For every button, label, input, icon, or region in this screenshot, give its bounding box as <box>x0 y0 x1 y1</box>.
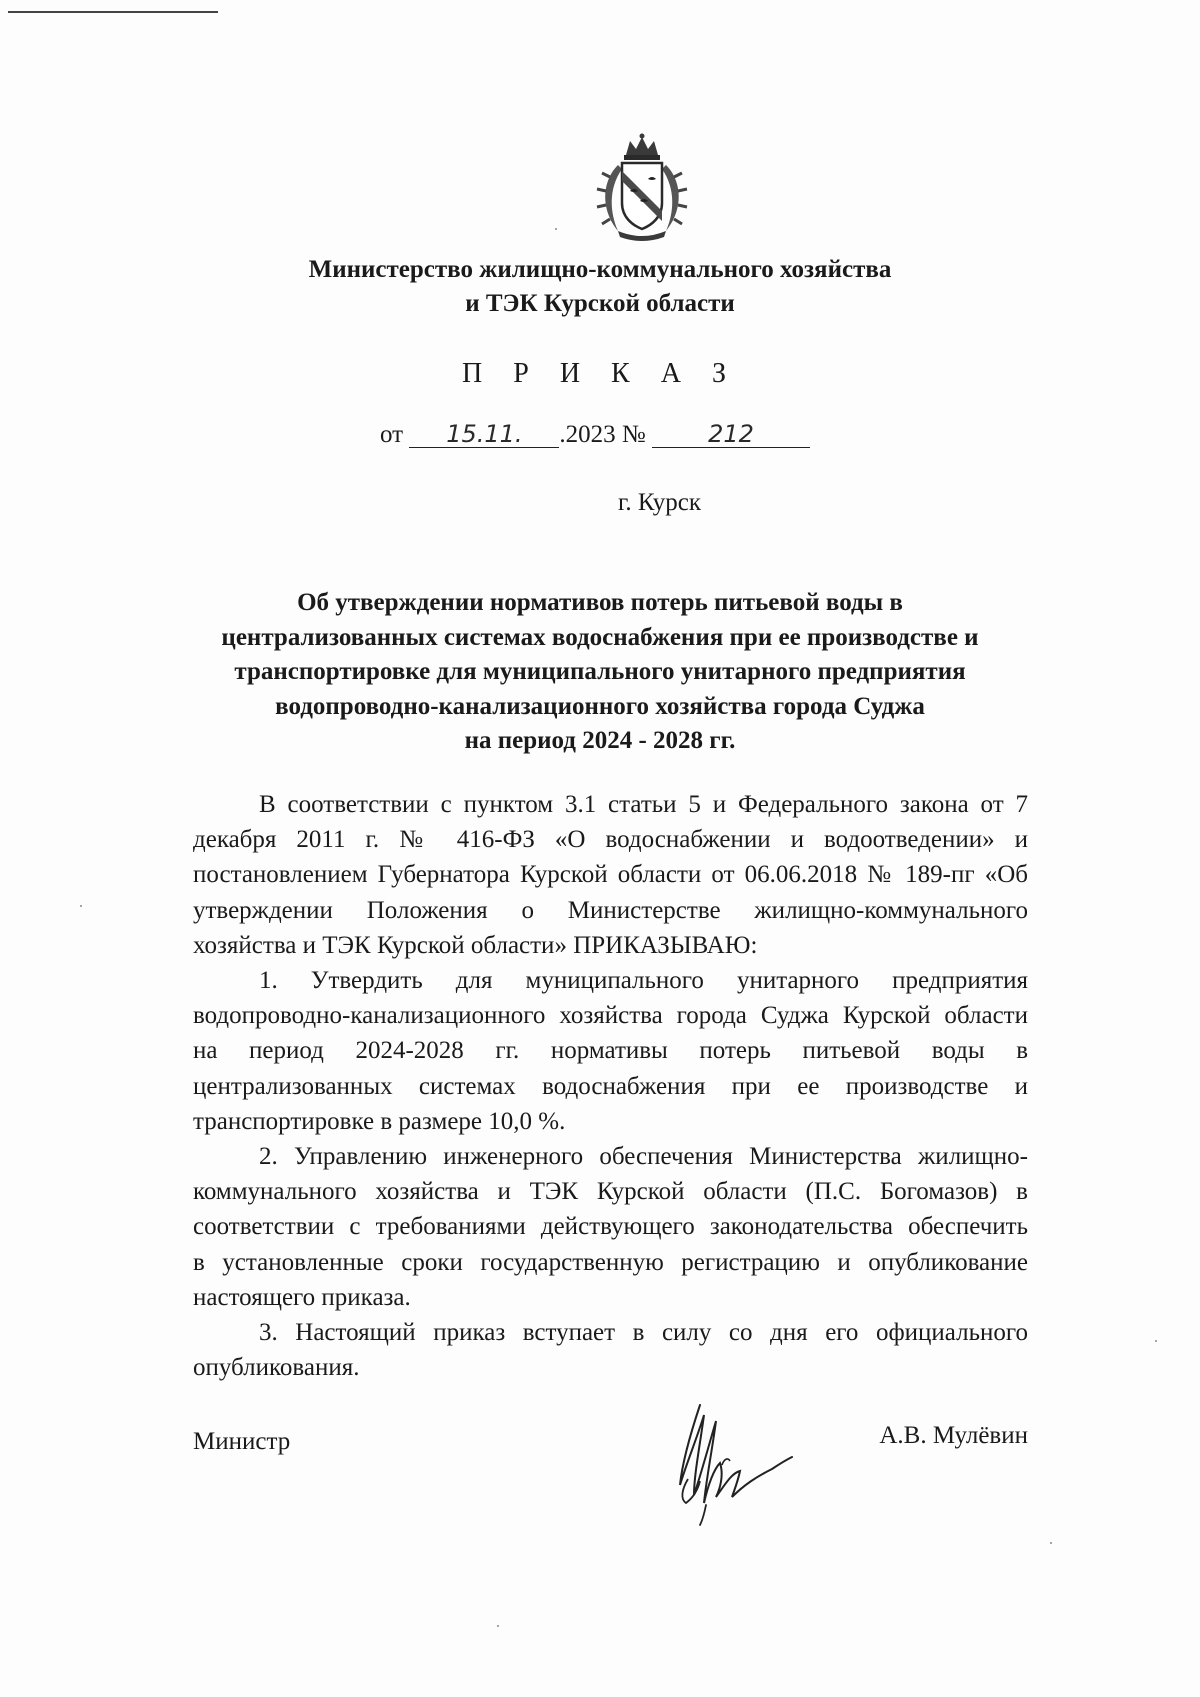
subject-line: водопроводно-канализационного хозяйства города Суджа <box>275 692 925 720</box>
scan-speck <box>1050 1542 1052 1544</box>
body-line: на период 2024-2028 гг. нормативы потерь питьевой воды в <box>193 1037 1028 1065</box>
order-title: П Р И К А З <box>462 358 738 389</box>
scan-artifact-line <box>8 11 218 13</box>
order-subject <box>180 586 1020 759</box>
body-line: соответствии с требованиями действующего законодательства обеспечить <box>193 1213 1028 1241</box>
order-body <box>193 787 1028 1385</box>
body-line: В соответствии с пунктом 3.1 статьи 5 и Федерального закона от 7 <box>259 791 1028 818</box>
body-line: водопроводно-канализационного хозяйства города Суджа Курской области <box>193 1002 1028 1030</box>
signatory-name: А.В. Мулёвин <box>879 1422 1028 1449</box>
body-line: декабря 2011 г. № 416-ФЗ «О водоснабжении и водоотведении» и <box>193 826 1028 854</box>
body-line: утверждении Положения о Министерстве жилищно-коммунального <box>193 896 1028 924</box>
body-line: транспортировке в размере 10,0 %. <box>193 1107 566 1135</box>
signatory-post: Министр <box>193 1428 291 1455</box>
body-line: опубликования. <box>193 1354 360 1382</box>
ministry-name-line2: и ТЭК Курской области <box>465 290 735 317</box>
year-label: .2023 № <box>559 421 646 448</box>
city-label: г. Курск <box>618 489 701 516</box>
body-line: 2. Управлению инженерного обеспечения Министерства жилищно- <box>259 1143 1028 1171</box>
date-prefix: от <box>380 421 404 448</box>
subject-line: Об утверждении нормативов потерь питьевой воды в <box>297 589 903 616</box>
subject-line: на период 2024 - 2028 гг. <box>464 727 736 754</box>
body-line: 3. Настоящий приказ вступает в силу со дня его официального <box>259 1319 1028 1347</box>
body-line: коммунального хозяйства и ТЭК Курской области (П.С. Богомазов) в <box>193 1178 1028 1206</box>
subject-line: транспортировке для муниципального унитарного предприятия <box>234 658 966 685</box>
ministry-header <box>180 253 1020 321</box>
scan-speck <box>80 905 82 907</box>
order-date-number <box>380 421 810 449</box>
coat-of-arms-emblem <box>588 133 696 243</box>
handwritten-date: 15.11. <box>409 421 559 448</box>
handwritten-signature <box>660 1385 800 1527</box>
handwritten-order-number: 212 <box>652 421 810 448</box>
body-line: постановлением Губернатора Курской области от 06.06.2018 № 189-пг «Об <box>193 861 1028 889</box>
body-line: централизованных системах водоснабжения при ее производстве и <box>193 1072 1028 1100</box>
scan-speck <box>1155 1340 1157 1342</box>
scan-speck <box>497 1625 499 1627</box>
subject-line: централизованных системах водоснабжения при ее производстве и <box>221 623 979 651</box>
body-line: в установленные сроки государственную регистрацию и опубликование <box>193 1248 1028 1276</box>
scan-speck <box>555 228 557 230</box>
ministry-name-line1: Министерство жилищно-коммунального хозяйства <box>308 256 892 283</box>
body-line: хозяйства и ТЭК Курской области» ПРИКАЗЫВАЮ: <box>193 931 758 959</box>
body-line: 1. Утвердить для муниципального унитарного предприятия <box>259 967 1028 995</box>
body-line: настоящего приказа. <box>193 1283 411 1311</box>
